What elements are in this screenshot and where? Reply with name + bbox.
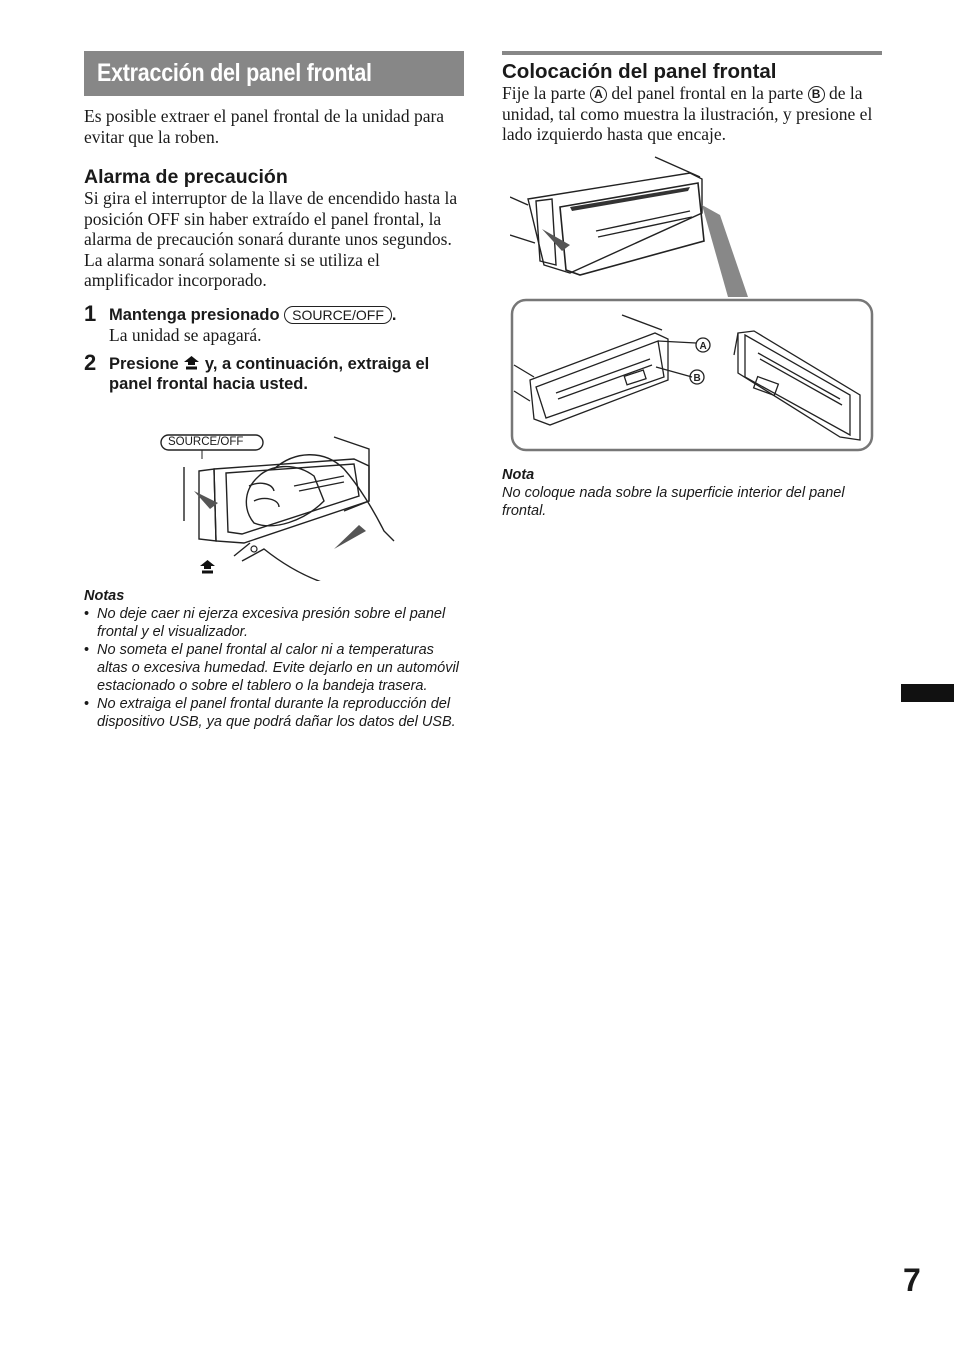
left-column	[84, 51, 464, 730]
release-icon	[183, 355, 200, 371]
note-text: No coloque nada sobre la superficie interior del panel frontal.	[502, 485, 845, 519]
attach-paragraph	[502, 83, 882, 145]
section-title-bar	[84, 51, 464, 96]
top-rule	[502, 51, 882, 55]
source-off-key: SOURCE/OFF	[284, 306, 392, 324]
remove-panel-illustration	[154, 431, 454, 581]
note-block	[502, 466, 882, 520]
step-1-text: Mantenga presionado	[109, 305, 280, 324]
note-item: • No someta el panel frontal al calor ni a temperaturas altas o excesiva humedad. Evite dejarlo en un automóvil estacionado o sobre el tablero o la bandeja trasera.	[84, 641, 464, 695]
notes-list	[84, 605, 464, 731]
step-1-instruction	[109, 305, 464, 325]
label-a-circle: A	[590, 86, 607, 103]
figure-source-off-key: SOURCE/OFF	[168, 436, 244, 448]
language-tab-marker	[901, 684, 954, 702]
step-1-period: .	[391, 305, 397, 324]
alarm-heading: Alarma de precaución	[84, 166, 288, 188]
step-2-number: 2	[84, 350, 97, 375]
right-column	[502, 51, 882, 519]
attach-text-c: de la unidad, tal como muestra la ilustración, y presione el lado izquierdo hasta que encaje.	[502, 83, 873, 144]
alarm-paragraph-1: Si gira el interruptor de la llave de encendido hasta la posición OFF sin haber extraído el panel frontal, la alarma de precaución sonará durante unos segundos.	[84, 188, 458, 249]
attach-text-a: Fije la parte	[502, 83, 586, 103]
figure-label-a: A	[699, 341, 707, 352]
page-number: 7	[903, 1262, 921, 1298]
step-2-text-a: Presione	[109, 355, 179, 373]
note-item: • No deje caer ni ejerza excesiva presión sobre el panel frontal y el visualizador.	[84, 605, 464, 641]
figure-label-b: B	[693, 373, 701, 384]
step-2	[84, 350, 464, 394]
note-item: • No extraiga el panel frontal durante la reproducción del dispositivo USB, ya que podrá dañar los datos del USB.	[84, 695, 464, 731]
step-2-text-b: y, a continuación, extraiga el panel frontal hacia usted.	[109, 355, 430, 393]
step-2-instruction	[109, 354, 464, 394]
notes-title: Notas	[84, 588, 125, 604]
step-1-result: La unidad se apagará.	[109, 324, 262, 345]
intro-paragraph: Es posible extraer el panel frontal de la unidad para evitar que la roben.	[84, 106, 445, 147]
notes-block	[84, 587, 464, 731]
attach-panel-illustration	[510, 155, 882, 455]
step-1	[84, 300, 464, 346]
section-title: Extracción del panel frontal	[97, 59, 372, 87]
note-title: Nota	[502, 467, 535, 483]
alarm-paragraph-2: La alarma sonará solamente si se utiliza el amplificador incorporado.	[84, 249, 380, 290]
attach-heading: Colocación del panel frontal	[502, 60, 777, 83]
step-1-number: 1	[84, 300, 97, 326]
attach-text-b: del panel frontal en la parte	[611, 83, 804, 103]
label-b-circle: B	[808, 86, 825, 103]
